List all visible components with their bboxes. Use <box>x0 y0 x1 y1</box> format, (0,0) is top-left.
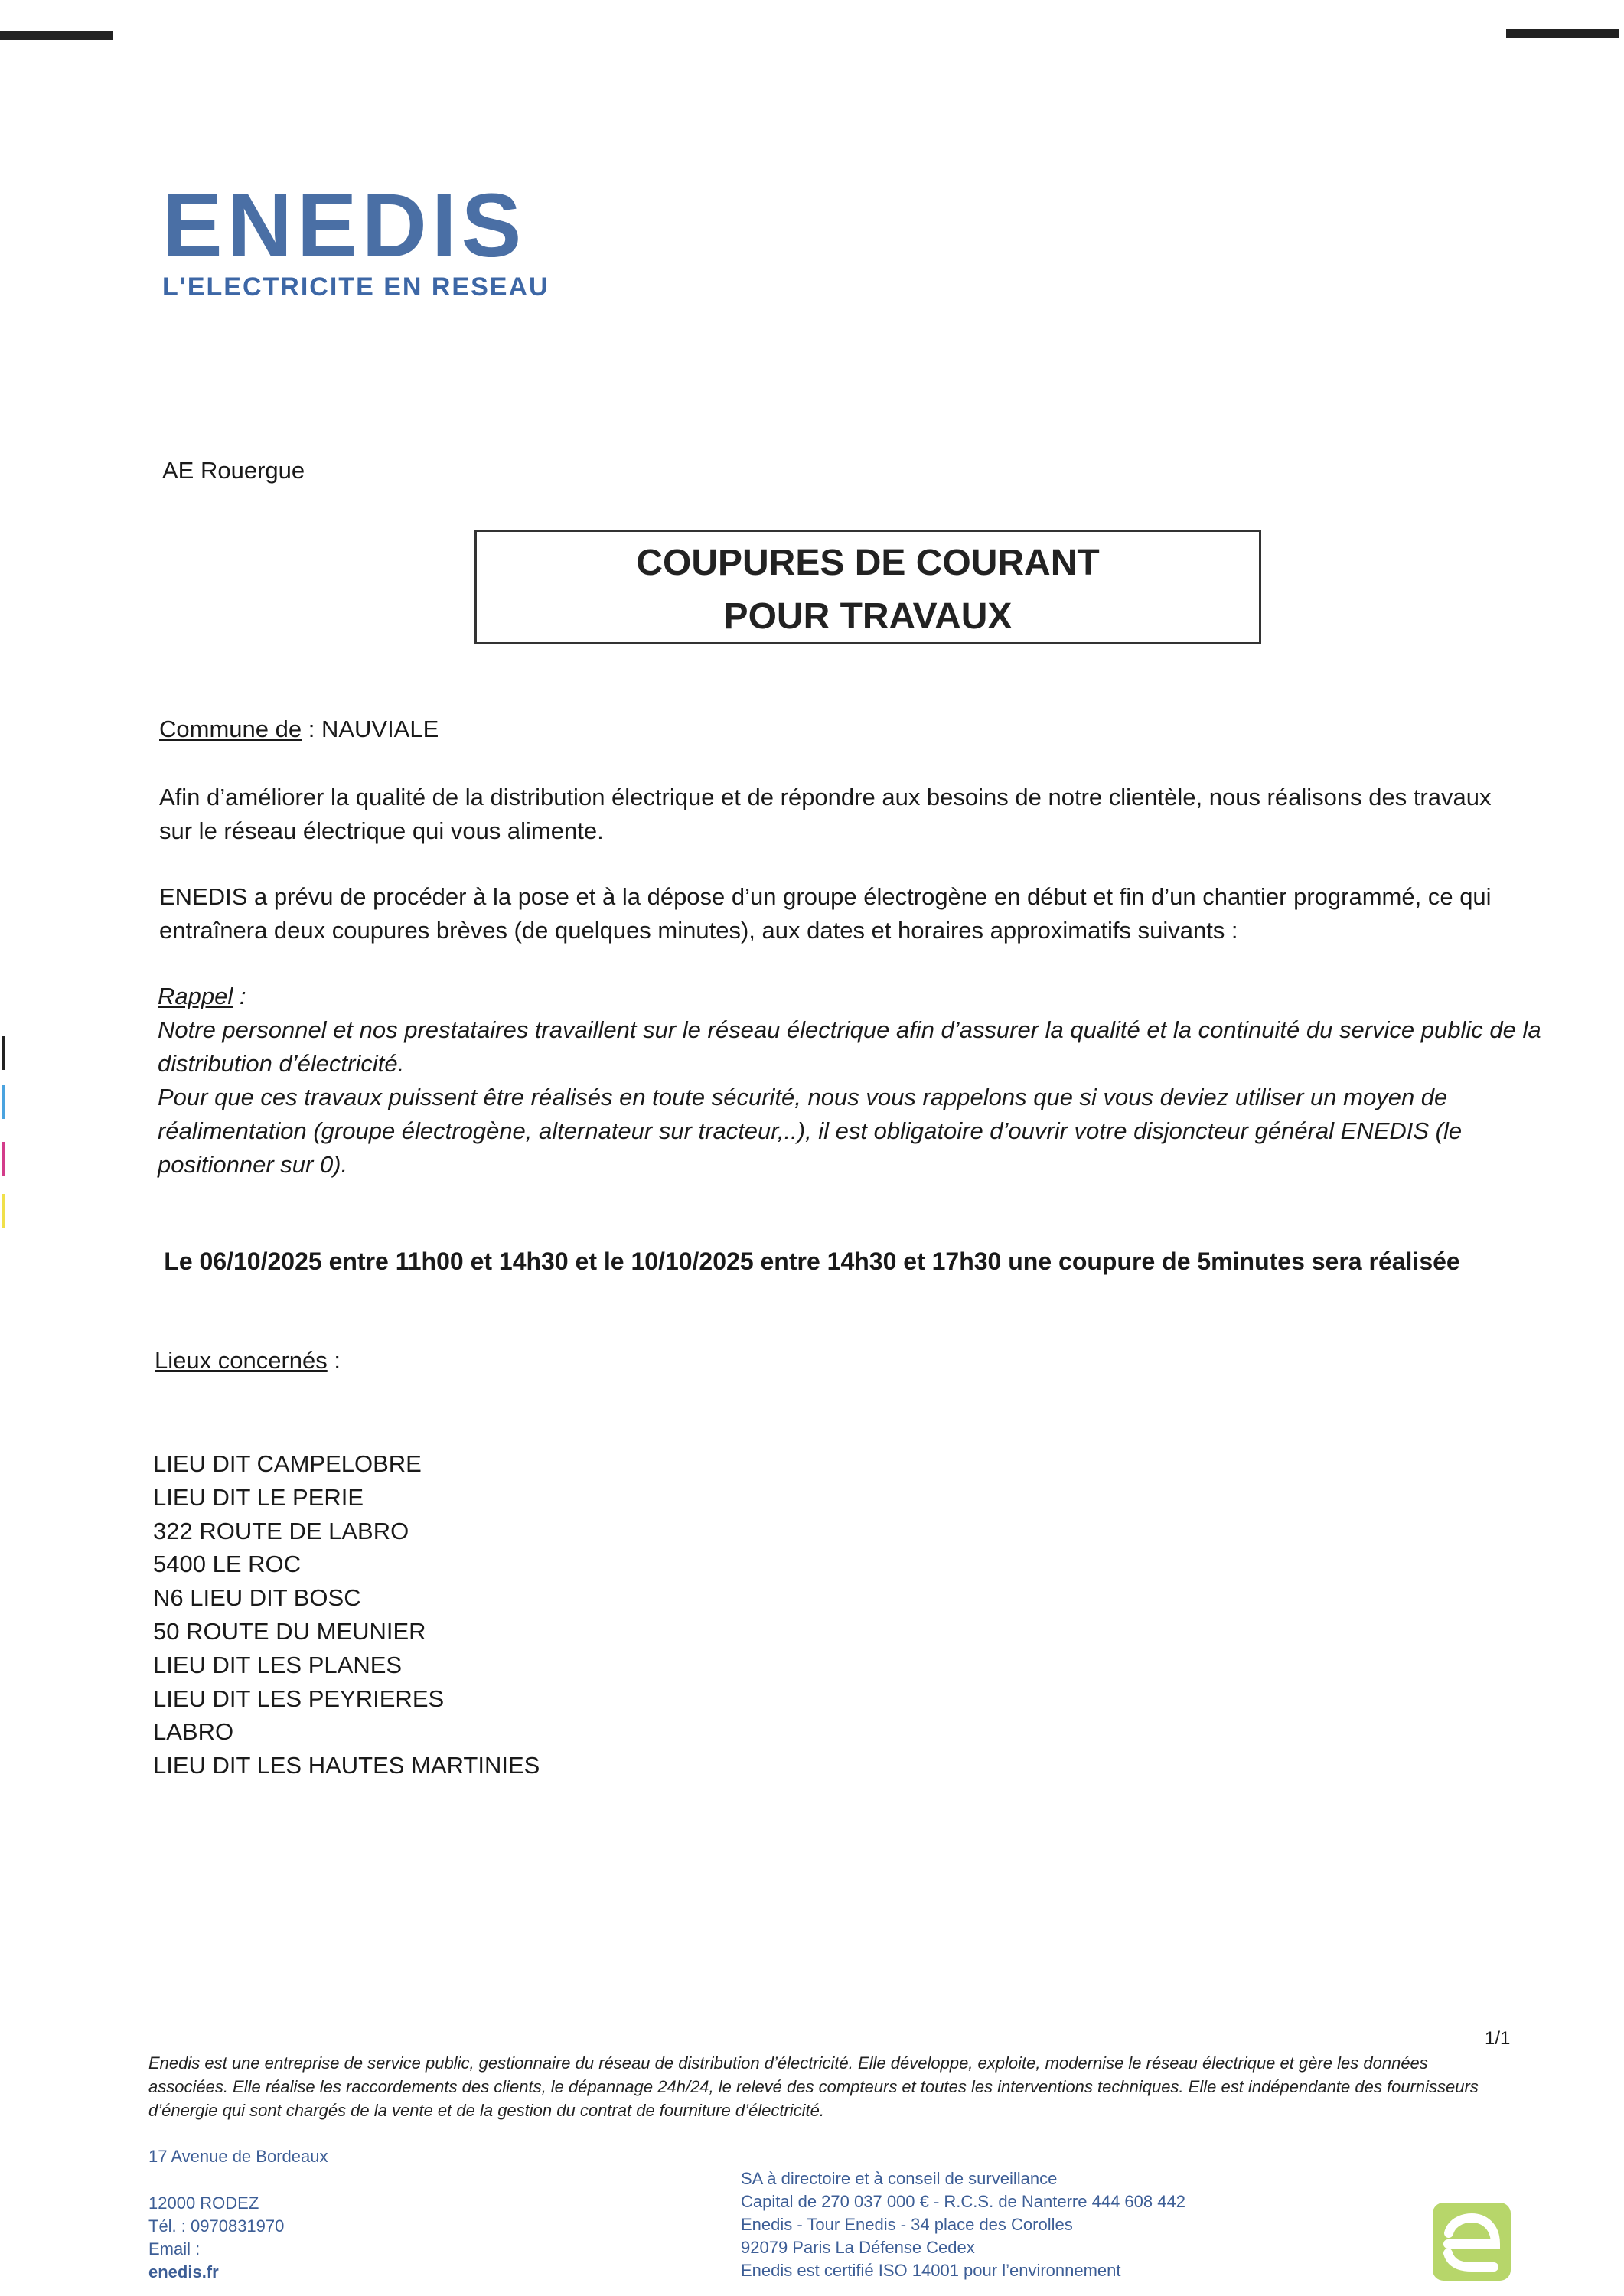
legal-notice: Enedis est une entreprise de service public, gestionnaire du réseau de distribution d’électricité. Elle développe, exploite, modernise le réseau électrique et gère les données associées. Elle réalise les raccordements des clients, le dépannage 24h/24, le relevé des compteurs et toutes les interventions techniques. Elle est indépendante des fournisseurs d’énergie qui sont chargés de la vente et de la gestion du contrat de fourniture d’électricité. <box>148 2053 1479 2120</box>
title-line-1: COUPURES DE COURANT <box>636 543 1100 583</box>
company-line: Enedis - Tour Enedis - 34 place des Corolles <box>741 2215 1073 2234</box>
enedis-symbol-icon <box>1430 2200 1514 2288</box>
company-info <box>741 2167 1185 2282</box>
company-line: SA à directoire et à conseil de surveillance <box>741 2169 1058 2188</box>
commune-label: Commune de <box>159 716 302 742</box>
enedis-logo <box>162 175 527 276</box>
commune-value: NAUVIALE <box>321 716 439 742</box>
list-item: 322 ROUTE DE LABRO <box>153 1517 409 1544</box>
rappel-block <box>158 980 1558 1182</box>
rappel-colon: : <box>233 983 246 1009</box>
phone: Tél. : 0970831970 <box>148 2216 285 2236</box>
website-link[interactable]: enedis.fr <box>148 2262 219 2281</box>
scan-mark-magenta <box>2 1142 5 1176</box>
list-item: LIEU DIT LES HAUTES MARTINIES <box>153 1752 540 1779</box>
rappel-text-1: Notre personnel et nos prestataires travaillent sur le réseau électrique afin d’assurer la qualité et la continuité du service public de la distribution d’électricité. <box>158 1016 1541 1077</box>
logo-tagline: L'ELECTRICITE EN RESEAU <box>162 272 549 302</box>
list-item: LIEU DIT LE PERIE <box>153 1483 364 1511</box>
list-item: 5400 LE ROC <box>153 1551 301 1578</box>
title-box <box>474 530 1261 644</box>
intro-paragraph: Afin d’améliorer la qualité de la distribution électrique et de répondre aux besoins de notre clientèle, nous réalisons des travaux sur le réseau électrique qui vous alimente. <box>159 784 1492 844</box>
lieux-colon: : <box>327 1347 341 1374</box>
list-item: LABRO <box>153 1718 234 1746</box>
list-item: LIEU DIT CAMPELOBRE <box>153 1450 422 1477</box>
address-line: 17 Avenue de Bordeaux <box>148 2147 328 2166</box>
title-line-2: POUR TRAVAUX <box>723 596 1013 637</box>
list-item: LIEU DIT LES PEYRIERES <box>153 1684 445 1712</box>
commune-sep: : <box>302 716 321 742</box>
company-line: Capital de 270 037 000 € - R.C.S. de Nanterre 444 608 442 <box>741 2192 1185 2211</box>
scan-mark-top-left <box>0 31 113 40</box>
lieux-label: Lieux concernés <box>155 1347 328 1374</box>
email-label: Email : <box>148 2239 201 2258</box>
list-item: N6 LIEU DIT BOSC <box>153 1584 361 1612</box>
commune-line <box>159 716 439 743</box>
list-item: LIEU DIT LES PLANES <box>153 1651 403 1678</box>
address-city: 12000 RODEZ <box>148 2193 259 2213</box>
scan-mark-black <box>2 1036 5 1070</box>
logo-text: ENEDIS <box>162 175 527 276</box>
agency-name: AE Rouergue <box>162 457 305 484</box>
outage-schedule: Le 06/10/2025 entre 11h00 et 14h30 et le 10/10/2025 entre 14h30 et 17h30 une coupure de 5minutes sera réalisée <box>164 1247 1460 1275</box>
contact-block <box>148 2192 284 2284</box>
company-line: Enedis est certifié ISO 14001 pour l’environnement <box>741 2261 1121 2280</box>
generator-paragraph: ENEDIS a prévu de procéder à la pose et à la dépose d’un groupe électrogène en début et fin d’un chantier programmé, ce qui entraînera deux coupures brèves (de quelques minutes), aux dates et horaires approximatifs suivants : <box>159 883 1492 944</box>
scan-mark-top-right <box>1506 29 1619 38</box>
rappel-text-2: Pour que ces travaux puissent être réalisés en toute sécurité, nous vous rappelons que si vous deviez utiliser un moyen de réalimentation (groupe électrogène, alternateur sur tracteur,..), il est obligatoire d’ouvrir votre disjoncteur général ENEDIS (le positionner sur 0). <box>158 1084 1463 1178</box>
page-number: 1/1 <box>1485 2028 1511 2049</box>
scan-mark-yellow <box>2 1194 5 1228</box>
lieux-heading <box>155 1347 341 1375</box>
rappel-label: Rappel <box>158 983 233 1009</box>
places-list <box>153 1447 540 1782</box>
company-line: 92079 Paris La Défense Cedex <box>741 2238 975 2257</box>
list-item: 50 ROUTE DU MEUNIER <box>153 1617 426 1645</box>
scan-mark-cyan <box>2 1085 5 1119</box>
